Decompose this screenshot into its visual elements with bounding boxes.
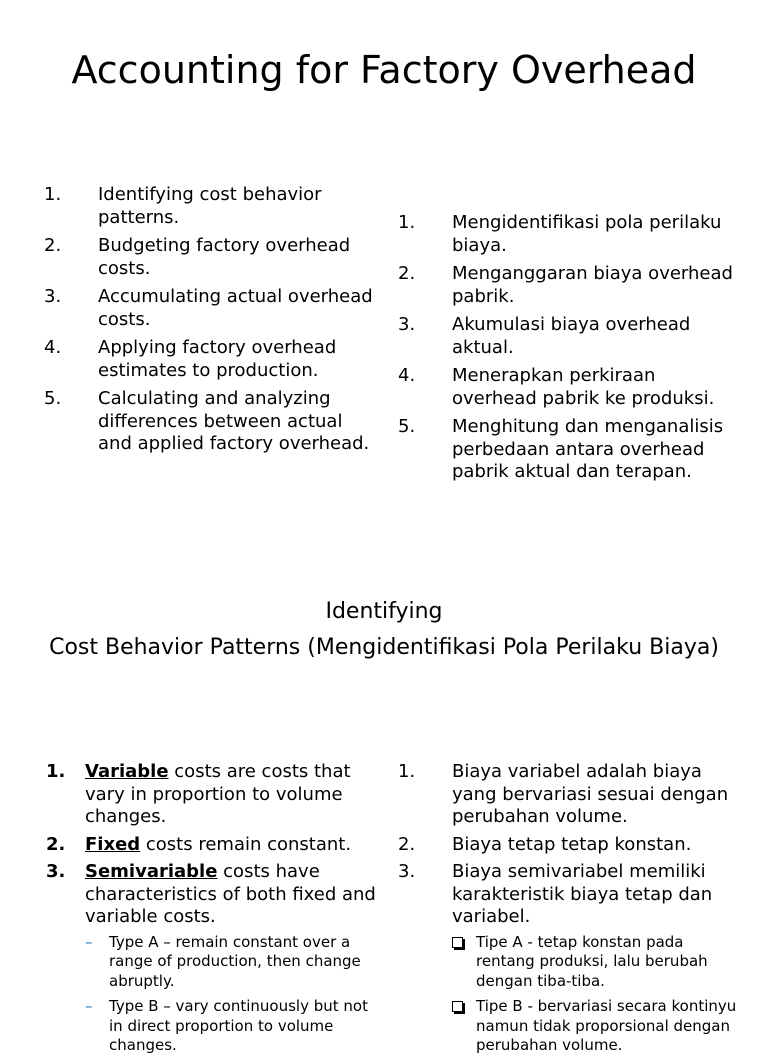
item-text: Menghitung dan menganalisis perbedaan antara overhead pabrik aktual dan terapan. xyxy=(452,416,724,482)
list-item xyxy=(398,365,738,410)
cost-term: Semivariable xyxy=(85,861,218,882)
checkbox-bullet-icon xyxy=(452,1001,463,1012)
item-number: 5. xyxy=(398,416,416,437)
item-text: Accumulating actual overhead costs. xyxy=(98,286,373,330)
list-item xyxy=(398,263,738,308)
item-text: Calculating and analyzing differences between actual and applied factory overhead. xyxy=(98,388,370,454)
title-line: Identifying xyxy=(325,599,443,624)
item-number: 1. xyxy=(44,184,62,205)
sub-item-text: Tipe A - tetap konstan pada rentang produksi, lalu berubah dengan tiba-tiba. xyxy=(476,932,708,990)
list-item xyxy=(44,337,374,382)
item-number: 4. xyxy=(398,365,416,386)
list-item xyxy=(398,314,738,359)
list-item xyxy=(44,235,374,280)
item-number: 3. xyxy=(398,314,416,335)
item-number: 1. xyxy=(398,212,416,233)
list-item xyxy=(44,286,374,331)
item-number: 4. xyxy=(44,337,62,358)
sub-item-text: Type B – vary continuously but not in direct proportion to volume changes. xyxy=(109,997,368,1054)
item-text: costs have characteristics of both fixed and variable costs. xyxy=(85,861,376,927)
list-item xyxy=(398,212,738,257)
item-text: Applying factory overhead estimates to production. xyxy=(98,337,337,381)
item-text: Mengidentifikasi pola perilaku biaya. xyxy=(452,212,722,256)
checkbox-bullet-icon xyxy=(452,937,463,948)
semivariable-types-list xyxy=(85,933,376,1056)
item-text: costs remain constant. xyxy=(140,833,352,855)
english-cost-types-list xyxy=(46,761,376,1062)
slide-2 xyxy=(0,560,768,1054)
list-item xyxy=(398,416,738,484)
item-number: 2. xyxy=(46,833,66,855)
sub-item-text: Tipe B - bervariasi secara kontinyu namun tidak proporsional dengan perubahan volume. xyxy=(476,997,737,1054)
sub-item-text: Type A – remain constant over a range of production, then change abruptly. xyxy=(109,932,361,990)
item-text: Biaya tetap tetap konstan. xyxy=(452,833,692,855)
item-number: 2. xyxy=(398,833,416,855)
item-number: 1. xyxy=(46,761,66,782)
list-item xyxy=(46,834,376,857)
item-text: Biaya variabel adalah biaya yang bervariasi sesuai dengan perubahan volume. xyxy=(452,761,729,827)
item-number: 3. xyxy=(398,861,416,882)
list-item xyxy=(44,388,374,456)
english-objectives-list xyxy=(44,184,374,462)
item-text: Akumulasi biaya overhead aktual. xyxy=(452,314,691,358)
sub-item xyxy=(452,997,738,1056)
cost-term: Variable xyxy=(85,761,169,782)
item-text: Identifying cost behavior patterns. xyxy=(98,184,322,228)
item-text: Menerapkan perkiraan overhead pabrik ke produksi. xyxy=(452,365,715,409)
item-number: 3. xyxy=(44,286,62,307)
tipe-list xyxy=(452,933,738,1056)
item-number: 2. xyxy=(398,263,416,284)
title-line: Cost Behavior Patterns (Mengidentifikasi Pola Perilaku Biaya) xyxy=(49,635,719,660)
sub-item xyxy=(85,933,376,992)
item-text: Menganggaran biaya overhead pabrik. xyxy=(452,263,733,307)
list-item xyxy=(46,761,376,829)
item-number: 1. xyxy=(398,761,416,782)
item-number: 2. xyxy=(44,235,62,256)
item-text: costs are costs that vary in proportion to volume changes. xyxy=(85,761,351,827)
indonesian-cost-types-list xyxy=(398,761,738,1062)
dash-bullet: – xyxy=(85,997,93,1015)
item-number: 3. xyxy=(46,861,66,882)
list-item xyxy=(398,761,738,829)
dash-bullet: – xyxy=(85,932,93,951)
list-item xyxy=(44,184,374,229)
slide-1-title: Accounting for Factory Overhead xyxy=(71,48,697,92)
item-text: Biaya semivariabel memiliki karakteristik biaya tetap dan variabel. xyxy=(452,861,713,927)
sub-item xyxy=(85,997,376,1056)
list-item xyxy=(46,861,376,1056)
item-number: 5. xyxy=(44,388,62,409)
slide-2-title xyxy=(30,594,738,666)
item-text: Budgeting factory overhead costs. xyxy=(98,235,351,279)
sub-item xyxy=(452,933,738,992)
indonesian-objectives-list xyxy=(398,212,738,490)
list-item xyxy=(398,834,738,857)
cost-term: Fixed xyxy=(85,833,141,855)
list-item xyxy=(398,861,738,1056)
